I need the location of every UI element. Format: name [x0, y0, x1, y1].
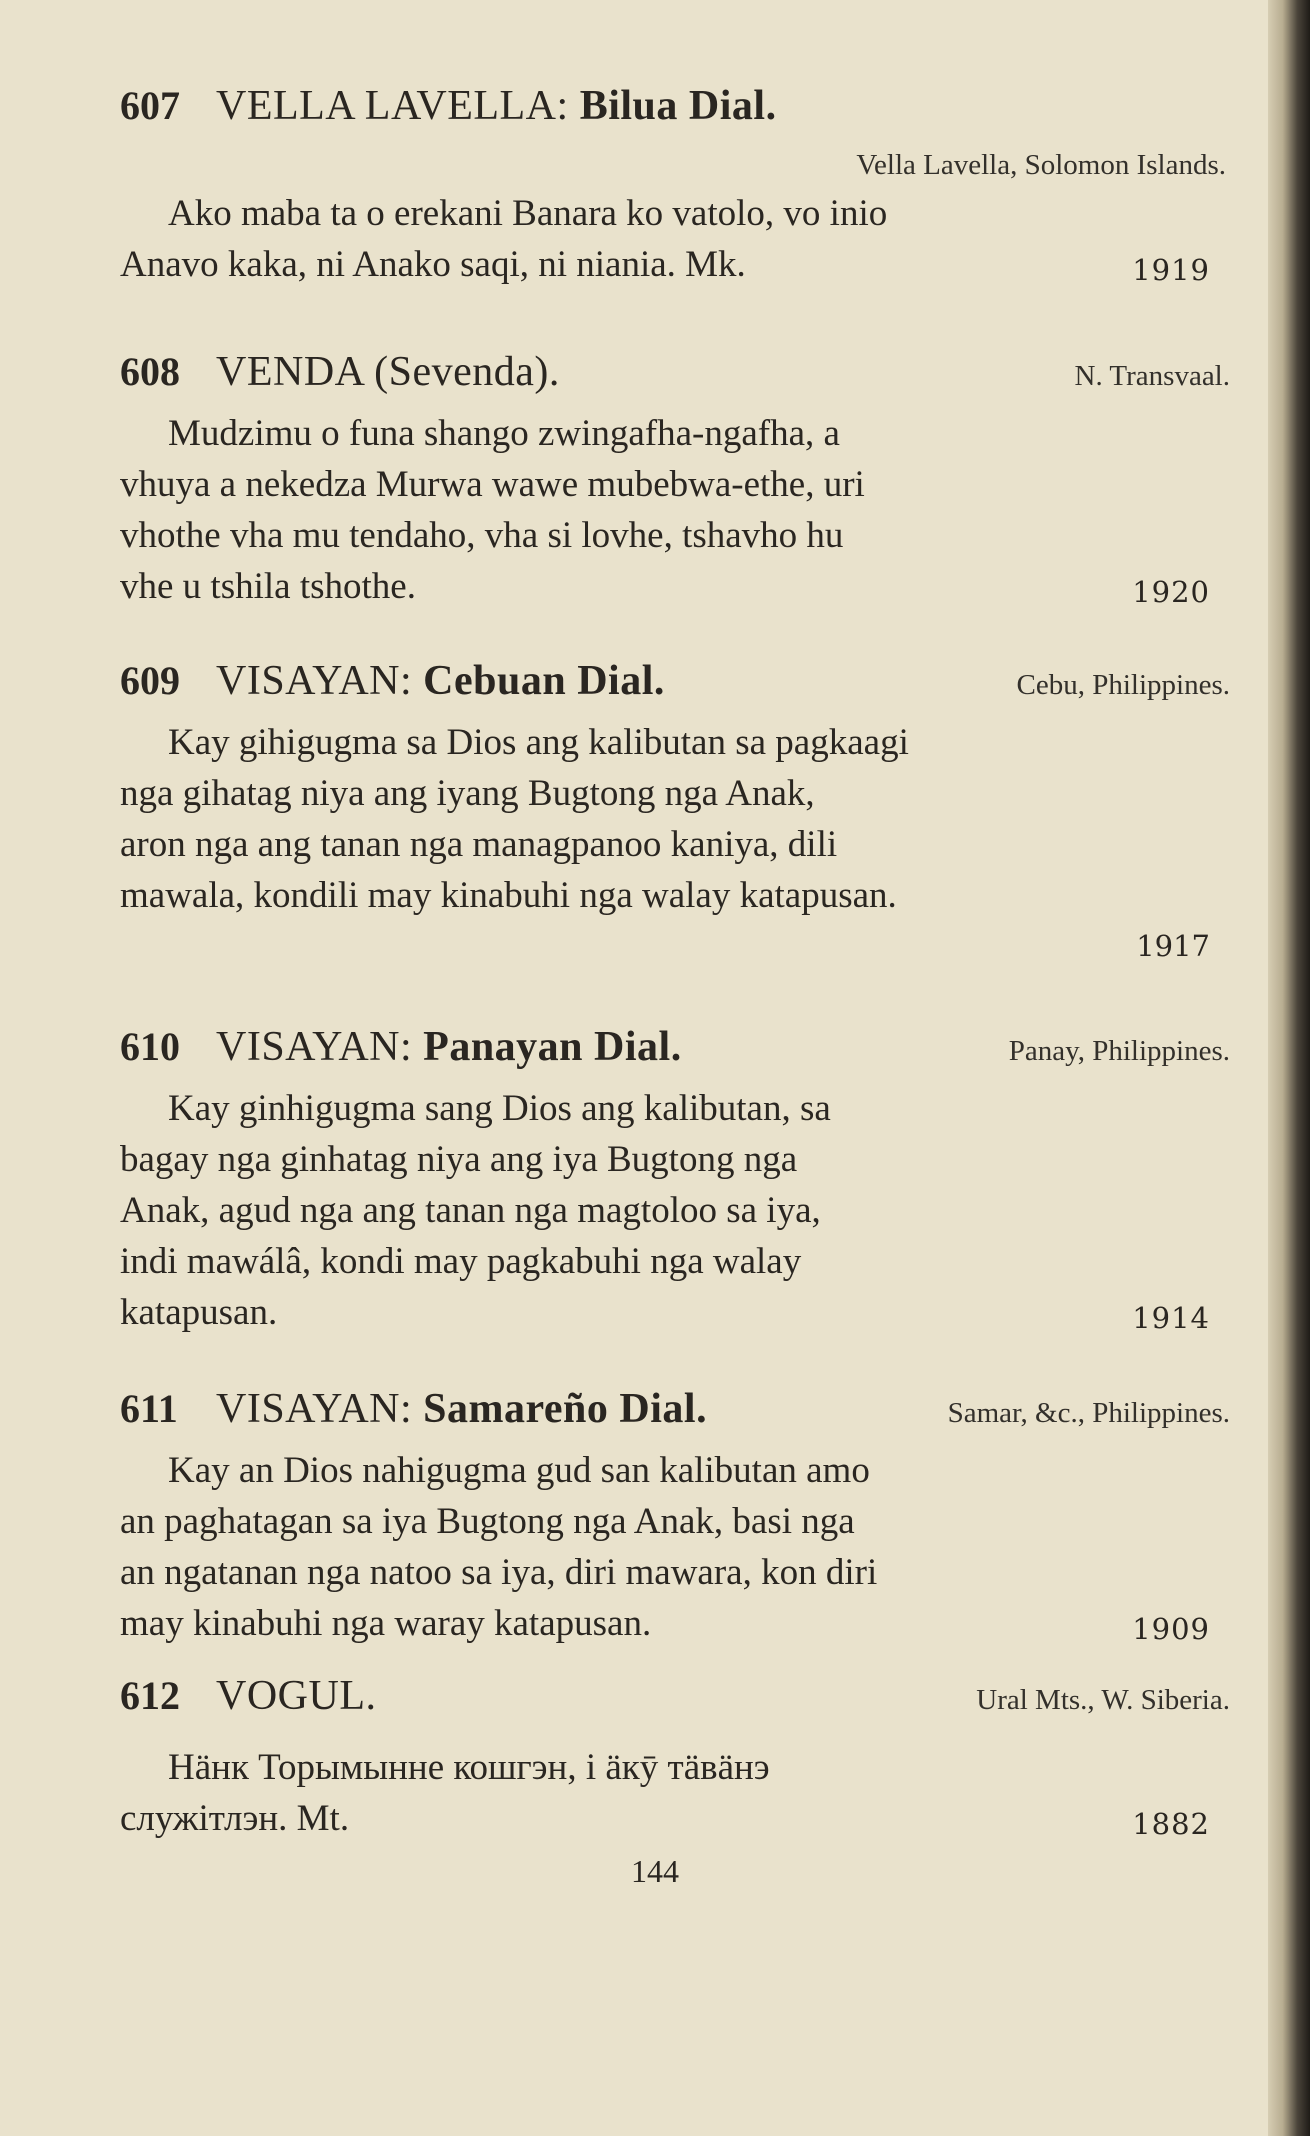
verse-line-text: vhe u tshila tshothe. [120, 566, 416, 607]
place-label: Cebu, Philippines. [1016, 669, 1230, 701]
verse-line: Нӓнк Торымынне кошгэн, i ӓкӯ тӓвӓнэ [168, 1747, 770, 1788]
language-name [216, 1373, 707, 1445]
verse-line [120, 1287, 1210, 1338]
verse-text [120, 1083, 1230, 1338]
language-name [216, 645, 665, 717]
dialect-label: Panayan Dial. [423, 1024, 682, 1070]
book-spine-shadow [1268, 0, 1310, 2136]
verse-text [120, 1742, 1230, 1844]
verse-line [120, 561, 1210, 612]
language-label: VISAYAN: [216, 658, 413, 704]
language-label: VOGUL. [216, 1673, 377, 1719]
verse-line-text: Anavo kaka, ni Anako saqi, ni niania. Mk. [120, 244, 746, 285]
entry-609 [120, 645, 1230, 972]
verse-line: vhothe vha mu tendaho, vha si lovhe, tshavho hu [120, 515, 844, 556]
year-label: 1917 [1136, 929, 1210, 963]
dialect-label: Cebuan Dial. [423, 658, 665, 704]
year-label: 1914 [1132, 1301, 1210, 1335]
place-label: Samar, &c., Philippines. [947, 1397, 1230, 1429]
entry-heading [120, 70, 1230, 142]
entry-608 [120, 336, 1230, 618]
entry-607 [120, 70, 1230, 296]
entry-number: 607 [120, 83, 180, 128]
entry-612 [120, 1660, 1230, 1850]
entry-heading [120, 1660, 1230, 1732]
entry-number: 610 [120, 1024, 180, 1069]
page-number: 144 [631, 1853, 679, 1889]
dialect-label: Samareño Dial. [423, 1386, 708, 1432]
language-label: VELLA LAVELLA: [216, 83, 569, 129]
language-name [216, 1660, 376, 1732]
place-label: Vella Lavella, Solomon Islands. [856, 149, 1226, 181]
entry-610 [120, 1011, 1230, 1344]
verse-line: vhuya a nekedza Murwa wawe mubebwa-ethe, uri [120, 464, 865, 505]
verse-line [120, 1598, 1210, 1649]
verse-line: an ngatanan nga natoo sa iya, diri mawara, kon diri [120, 1552, 878, 1593]
language-label: VISAYAN: [216, 1386, 413, 1432]
entry-number: 611 [120, 1386, 178, 1431]
entry-number: 609 [120, 658, 180, 703]
entry-611 [120, 1373, 1230, 1655]
year-label: 1882 [1132, 1807, 1210, 1841]
verse-line: bagay nga ginhatag niya ang iya Bugtong nga [120, 1139, 798, 1180]
verse-line [120, 1793, 1210, 1844]
entry-number: 608 [120, 349, 180, 394]
verse-line [120, 239, 1210, 290]
year-label: 1919 [1132, 253, 1210, 287]
verse-line: aron nga ang tanan nga managpanoo kaniya, dili [120, 824, 838, 865]
place-label: N. Transvaal. [1074, 360, 1230, 392]
language-label: VISAYAN: [216, 1024, 413, 1070]
verse-line-text: may kinabuhi nga waray katapusan. [120, 1603, 652, 1644]
verse-text [120, 408, 1230, 612]
language-name [216, 1011, 682, 1083]
verse-line: indi mawálâ, kondi may pagkabuhi nga walay [120, 1241, 802, 1282]
verse-line: mawala, kondili may kinabuhi nga walay katapusan. [120, 875, 897, 916]
place-label: Panay, Philippines. [1008, 1035, 1230, 1067]
verse-line: Kay ginhigugma sang Dios ang kalibutan, sa [168, 1088, 831, 1129]
year-label: 1920 [1132, 575, 1210, 609]
entry-heading [120, 1373, 1230, 1445]
verse-text [120, 1445, 1230, 1649]
verse-line: Kay an Dios nahigugma gud san kalibutan amo [168, 1450, 870, 1491]
verse-line: Kay gihigugma sa Dios ang kalibutan sa pagkaagi [168, 722, 909, 763]
verse-line: Mudzimu o funa shango zwingafha-ngafha, a [168, 413, 840, 454]
language-name [216, 70, 777, 142]
verse-line-text: katapusan. [120, 1292, 278, 1333]
verse-line-text: служiтлэн. Mt. [120, 1798, 350, 1839]
language-label: VENDA (Sevenda). [216, 349, 560, 395]
verse-text [120, 188, 1230, 290]
language-name [216, 336, 560, 408]
verse-line: an paghatagan sa iya Bugtong nga Anak, basi nga [120, 1501, 855, 1542]
verse-text [120, 717, 1230, 921]
entry-heading [120, 1011, 1230, 1083]
place-label: Ural Mts., W. Siberia. [976, 1684, 1230, 1716]
entry-heading [120, 645, 1230, 717]
verse-line: Anak, agud nga ang tanan nga magtoloo sa iya, [120, 1190, 821, 1231]
year-label: 1909 [1132, 1612, 1210, 1646]
verse-line: Ako maba ta o erekani Banara ko vatolo, vo inio [168, 193, 888, 234]
entry-heading [120, 336, 1230, 408]
verse-line: nga gihatag niya ang iyang Bugtong nga Anak, [120, 773, 815, 814]
dialect-label: Bilua Dial. [579, 83, 777, 129]
entry-number: 612 [120, 1673, 180, 1718]
